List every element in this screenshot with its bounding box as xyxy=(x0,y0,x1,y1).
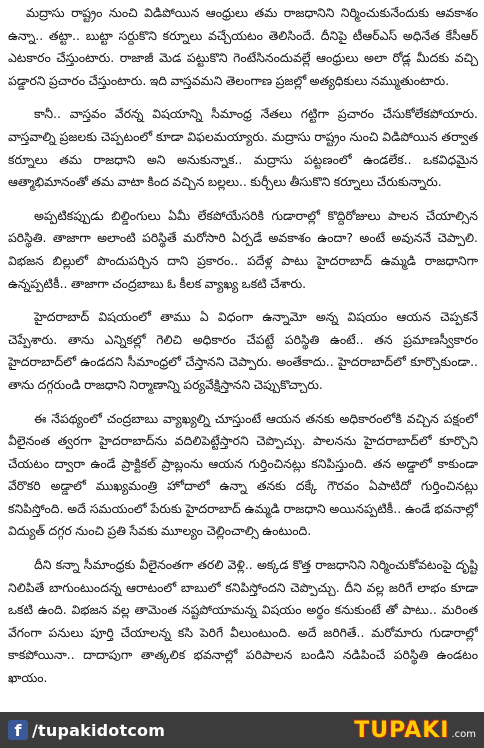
footer-bar xyxy=(0,712,484,748)
article-paragraph: అప్పటికప్పుడు బిల్డింగులు ఏమీ లేకపోయేసరికి గుడారాల్లో కొద్దిరోజులు పాలన చేయాల్సిన పరిస్థితి. తాజాగా అలాంటి పరిస్థితే మరోసారి ఏర్పడే అవకాశం ఉందా? అంటే అవుననే చెప్పాలి. విభజన బిల్లులో పొందుపర్చిన దాని ప్రకారం.. పదేళ్ల పాటు హైదరాబాద్ ఉమ్మడి రాజధానిగా ఉన్నప్పటికీ.. తాజాగా చంద్రబాబు ఓ కీలక వ్యాఖ్య ఒకటి చేశారు. xyxy=(8,207,478,291)
facebook-page-link[interactable]: /tupakidotcom xyxy=(32,720,166,740)
facebook-icon[interactable]: f xyxy=(8,720,28,740)
article-paragraph: మద్రాసు రాష్ట్రం నుంచి విడిపోయిన ఆంధ్రులు తమ రాజధానిని నిర్మించుకునేందుకు ఆవకాశం ఉన్నా.. తట్టా.. బుట్టా సర్దుకొని కర్నూలు వచ్చేయటం తెలిసిందే. దీనిపై టీఆర్ఎస్ అధినేత కేసీఆర్ ఎటకారం చేస్తుంటారు. రాజాజీ మెడ పట్టుకొని గెంటేసినందువల్లే ఆంధ్రులు అలా రోడ్ల మీదకు వచ్చి పడ్డారని ప్రచారం చేస్తుంటారు. ఇది వాస్తవమని తెలంగాణ ప్రజల్లో అత్యధికులు నమ్ముతుంటారు. xyxy=(8,5,478,88)
article-paragraph: కానీ.. వాస్తవం వేరన్న విషయాన్ని సీమాంధ్ర నేతలు గట్టిగా ప్రచారం చేసుకోలేకపోయారు. వాస్తవాల్ని ప్రజలకు చెప్పటంలో కూడా విఫలమయ్యారు. మద్రాసు రాష్ట్రం నుంచి విడిపోయిన తర్వాత కర్నూలు తమ రాజధాని అని అనుకున్నాక.. మద్రాసు పట్టణంలో ఉండలేక.. ఒకవిధమైన ఆత్మాభిమానంతో తమ వాటా కింద వచ్చిన బల్లలు.. కుర్చీలు తీసుకొని కర్నూలు చేరుకున్నారు. xyxy=(8,106,478,190)
logo-text: TUPAKI xyxy=(354,717,450,743)
tupaki-logo[interactable] xyxy=(354,716,476,744)
article-paragraph: హైదరాబాద్ విషయంలో తాము ఏ విధంగా ఉన్నామో అన్న విషయం ఆయన చెప్పకనే చెప్పేశారు. తాను ఎన్నికల్లో గెలిచి అధికారం చేపట్టే పరిస్థితి ఉంటే.. తన ప్రమాణస్వీకారం హైదరాబాద్‌లో ఉండదని సీమాంధ్రలో చేస్తానని చెప్పారు. అంతేకాదు.. హైదరాబాద్‌లో కూర్చొకుండా.. తాను దగ్గరుండి రాజధాని నిర్మాణాన్ని పర్యవేక్షిస్తానని చెప్పుకొచ్చారు. xyxy=(8,309,478,392)
article-body xyxy=(8,2,478,710)
logo-tld: .com xyxy=(451,729,476,740)
article-paragraph: దీని కన్నా సీమాంధ్రకు వీలైనంతగా తరలి వెళ్లి.. అక్కడ కొత్త రాజధానిని నిర్మించుకోవటంపై దృష్టి నిలిపితే బాగుంటుందన్న ఆరాటంలో బాబులో కనిపిస్తోందని చెప్పొచ్చు. దీని వల్ల జరిగే లాభం కూడా ఒకటి ఉంది. విభజన వల్ల తామెంత నష్టపోయామన్న విషయం అర్థం కనుకుంటే తో పాటు.. మరింత వేగంగా పనులు పూర్తి చేయాలన్న కసి పెరిగే వీలుంటుంది. అదే జరిగితే.. మరోమారు గుడారాల్లో కాకపోయినా.. దాదాపుగా తాత్కలిక భవనాల్లో పరిపాలన బండిని నడిపించే పరిస్థితి ఉండటం ఖాయం. xyxy=(8,557,478,686)
article-paragraph: ఈ నేపథ్యంలో చంద్రబాబు వ్యాఖ్యల్ని చూస్తుంటే ఆయన తనకు అధికారంలోకి వచ్చిన పక్షంలో వీలైనంత త్వరగా హైదరాబాద్‌ను వదిలిపెట్టేస్తారని చెప్పొచ్చు. పాలనను హైదరాబాద్‌లో కూర్చొని చేయటం ద్వారా ఉండే ప్రాక్టికల్ ప్రాబ్లంను ఆయన గుర్తించినట్లు కనిపిస్తుంది. తన అడ్డాలో కాకుండా వేరొకరి అడ్డాలో ముఖ్యమంత్రి హోదాలో ఉన్నా తనకు దక్కే గౌరవం ఏపాటిదో గుర్తించినట్లు కనిపిస్తోంది. అదే సమయంలో పేరుకు హైదరాబాద్ ఉమ్మడి రాజధాని అయినప్పటికీ.. ఉండే భవనాల్లో విద్యుత్ దగ్గర నుంచి ప్రతి సేవకు మూల్యం చెల్లించాల్సి ఉంటుంది. xyxy=(8,410,478,539)
